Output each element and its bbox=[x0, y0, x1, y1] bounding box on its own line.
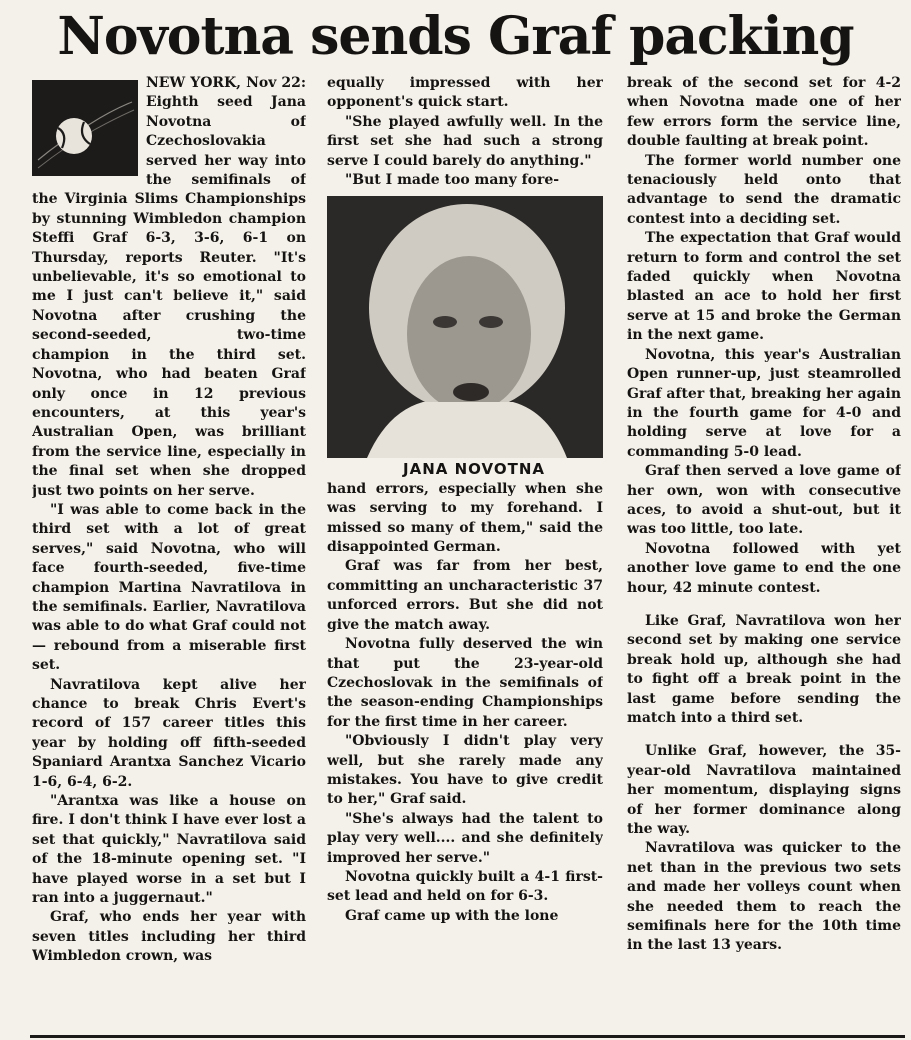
paragraph: Graf was far from her best, committing an uncharacteristic 37 unforced errors. But she did not give the match away. bbox=[327, 558, 603, 633]
paragraph: "Obviously I didn't play very well, but she rarely made any mistakes. You have to give credit to her," Graf said. bbox=[327, 733, 603, 808]
paragraph: Like Graf, Navratilova won her second set by making one service break hold up, although she had to fight off a break point in the last game before sending the match into a third set. bbox=[627, 612, 901, 726]
player-photo bbox=[327, 196, 603, 458]
paragraph: The former world number one tenaciously held onto that advantage to send the dramatic contest into a deciding set. bbox=[627, 152, 901, 227]
paragraph: "She's always had the talent to play very well.... and she definitely improved her serve." bbox=[327, 810, 603, 866]
paragraph: "Arantxa was like a house on fire. I don't think I have ever lost a set that quickly," Navratilova said of the 18-minute opening set. "I have played worse in a set but I ran into a juggernaut." bbox=[32, 793, 306, 907]
paragraph: Navratilova kept alive her chance to break Chris Evert's record of 157 career titles this year by holding off fifth-seeded Spaniard Arantxa Sanchez Vicario 1-6, 6-4, 6-2. bbox=[32, 676, 306, 790]
headline: Novotna sends Graf packing bbox=[57, 6, 854, 67]
tennis-ball-icon bbox=[56, 118, 92, 154]
paragraph: Unlike Graf, however, the 35-year-old Navratilova maintained her momentum, displaying signs of her former dominance along the way. bbox=[627, 743, 901, 838]
paragraph: Graf then served a love game of her own, won with consecutive aces, to avoid a shut-out, but it was too little, too late. bbox=[627, 463, 901, 538]
paragraph: Novotna fully deserved the win that put the 23-year-old Czechoslovak in the semifinals of the season-ending Championships for the first time in her career. bbox=[327, 636, 603, 730]
bottom-rule bbox=[30, 1035, 905, 1038]
tennis-ball-logo bbox=[32, 80, 138, 176]
paragraph: Novotna, this year's Australian Open runner-up, just steamrolled Graf after that, breaking her again in the fourth game for 4-0 and holding serve at love for a commanding 5-0 lead. bbox=[627, 346, 901, 460]
paragraph: Novotna followed with yet another love game to end the one hour, 42 minute contest. bbox=[627, 540, 901, 596]
paragraph: break of the second set for 4-2 when Novotna made one of her few errors form the service line, double faulting at break point. bbox=[627, 75, 901, 150]
paragraph: hand errors, especially when she was serving to my forehand. I missed so many of them," said the disappointed German. bbox=[327, 480, 603, 556]
paragraph: "I was able to come back in the third set with a lot of great serves," said Novotna, who will face fourth-seeded, five-time champion Martina Navratilova in the semifinals. Earlier, Navratilova was able to do what Graf could not — rebound from a miserable first set. bbox=[32, 501, 306, 674]
paragraph: Graf, who ends her year with seven titles including her third Wimbledon crown, was bbox=[32, 909, 306, 965]
paragraph: Novotna quickly built a 4-1 first-set lead and held on for 6-3. bbox=[327, 868, 603, 905]
paragraph: NEW YORK, Nov 22: Eighth seed Jana Novotna of Czechoslovakia served her way into the semifinals of the Virginia Slims Championships by stunning Wimbledon champion Steffi Graf 6-3, 3-6, 6-1 on Thursday, reports Reuter. "It's unbelievable, it's so emotional to me I just can't believe it," said Novotna after crushing the second-seeded, two-time champion in the third set. Novotna, who had beaten Graf only once in 12 previous encounters, at this year's Australian Open, was brilliant from the service line, especially in the final set when she dropped just two points on her serve. bbox=[32, 75, 306, 499]
paragraph: "But I made too many fore- bbox=[345, 172, 560, 189]
article-column-1 bbox=[32, 74, 306, 1040]
paragraph: Graf came up with the lone bbox=[345, 907, 559, 924]
paragraph: Navratilova was quicker to the net than in the previous two sets and made her volleys count when she needed them to reach the semifinals here for the 10th time in the last 13 years. bbox=[627, 840, 901, 954]
article-column-3 bbox=[627, 74, 901, 1040]
photo-caption: JANA NOVOTNA bbox=[403, 460, 545, 479]
paragraph: "She played awfully well. In the first set she had such a strong serve I could barely do anything." bbox=[327, 113, 603, 169]
article-column-2 bbox=[327, 74, 603, 1040]
paragraph: The expectation that Graf would return to form and control the set faded quickly when Novotna blasted an ace to hold her first serve at 15 and broke the German in the next game. bbox=[627, 230, 901, 344]
paragraph: equally impressed with her opponent's quick start. bbox=[327, 75, 603, 111]
